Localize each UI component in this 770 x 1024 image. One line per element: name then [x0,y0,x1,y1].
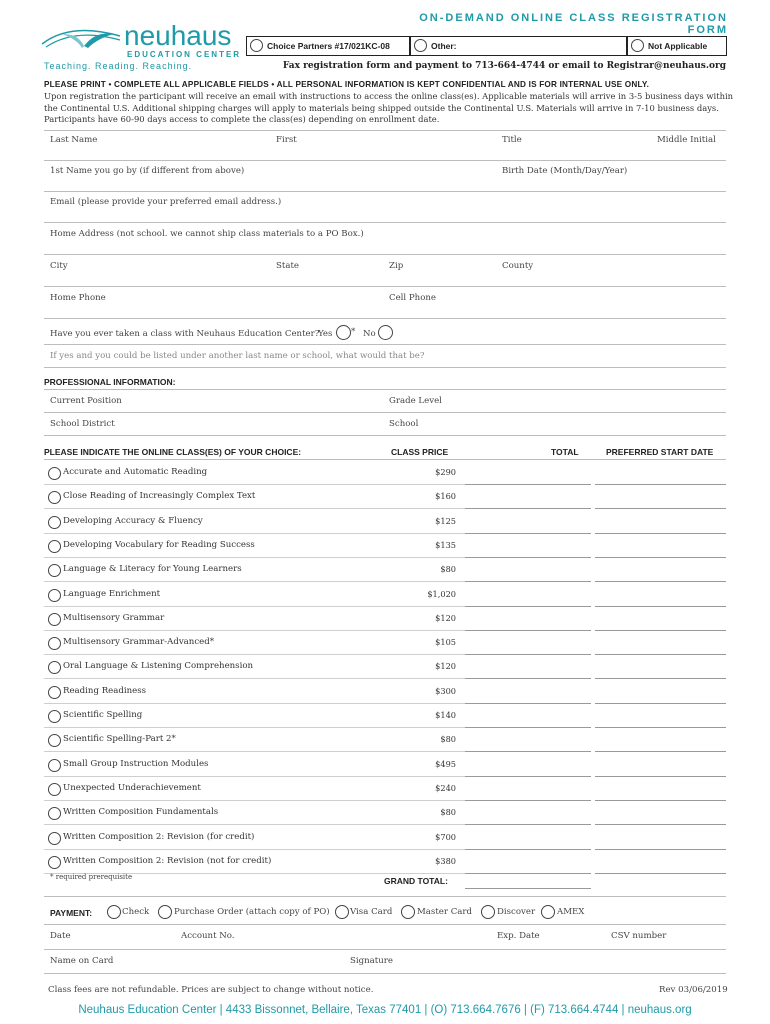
city-field[interactable]: City [50,261,68,271]
radio-mastercard[interactable] [401,905,415,919]
payment-label: PAYMENT: [50,908,93,918]
refund-policy: Class fees are not refundable. Prices are subject to change without notice. [48,985,374,995]
preferred-start-date-field[interactable] [595,535,726,558]
total-field[interactable] [465,705,591,728]
divider [44,367,726,368]
prereq-note: * required prerequisite [50,873,133,881]
total-field[interactable] [465,754,591,777]
class-select-radio[interactable] [48,637,61,650]
payment-option: AMEX [557,907,585,917]
payment-option: Check [122,907,150,917]
class-price: $160 [435,491,456,502]
preferred-start-date-field[interactable] [595,656,726,679]
class-row[interactable] [44,608,726,632]
class-row[interactable] [44,632,726,656]
class-price: $240 [435,782,456,793]
divider [44,412,726,413]
radio-purchase-order[interactable] [158,905,172,919]
zip-field[interactable]: Zip [389,261,404,271]
class-select-radio[interactable] [48,491,61,504]
row-divider [44,751,465,752]
class-name: Language & Literacy for Young Learners [63,564,242,575]
grade-level-field[interactable]: Grade Level [389,396,442,406]
class-name: Written Composition 2: Revision (not for credit) [63,855,272,866]
divider [44,222,726,223]
first-name-field[interactable]: First [276,135,297,145]
divider [44,254,726,255]
preferred-start-date-field[interactable] [595,705,726,728]
signature-field[interactable]: Signature [350,956,393,966]
radio-choice-partners[interactable] [250,39,263,52]
class-row[interactable] [44,535,726,559]
class-name: Scientific Spelling [63,710,143,720]
row-divider [44,630,465,631]
divider [44,459,726,460]
divider [44,924,726,925]
class-select-radio[interactable] [48,832,61,845]
home-phone-field[interactable]: Home Phone [50,293,106,303]
class-row[interactable] [44,656,726,680]
name-on-card-field[interactable]: Name on Card [50,956,114,966]
revision-date: Rev 03/06/2019 [659,985,728,995]
row-divider [44,557,465,558]
class-price: $1,020 [427,588,456,599]
yes-asterisk: * [351,327,356,337]
option-choice-partners[interactable] [246,36,410,56]
class-name: Multisensory Grammar [63,612,165,623]
preferred-start-date-field[interactable] [595,511,726,534]
class-select-radio[interactable] [48,661,61,674]
option-label: Choice Partners #17/021KC-08 [267,41,390,51]
class-price: $80 [440,734,456,745]
class-name: Close Reading of Increasingly Complex Text [63,491,256,502]
row-divider [44,703,465,704]
class-price: $290 [435,467,456,477]
notice-heading: PLEASE PRINT • COMPLETE ALL APPLICABLE FIELDS • ALL PERSONAL INFORMATION IS KEPT CONFIDENTIAL AND IS FOR INTERNAL USE ONLY. [44,80,650,89]
class-price: $300 [435,685,456,696]
preferred-start-date-field[interactable] [595,681,726,704]
class-select-radio[interactable] [48,710,61,723]
preferred-start-date-field[interactable] [595,778,726,801]
total-field[interactable] [465,729,591,752]
csv-number-field[interactable]: CSV number [611,931,667,941]
row-divider [44,800,465,801]
class-select-radio[interactable] [48,856,61,869]
class-select-radio[interactable] [48,783,61,796]
divider [44,344,726,345]
total-field[interactable] [465,559,591,582]
class-name: Developing Vocabulary for Reading Success [63,539,255,550]
class-select-radio[interactable] [48,540,61,553]
row-divider [44,824,465,825]
class-price: $120 [435,661,456,672]
class-row[interactable] [44,851,726,875]
divider [44,130,726,131]
radio-discover[interactable] [481,905,495,919]
class-price: $80 [440,807,456,818]
preferred-start-date-field[interactable] [595,462,726,485]
account-number-field[interactable]: Account No. [181,931,235,941]
option-label: Other: [431,41,457,51]
exp-date-field[interactable]: Exp. Date [497,931,540,941]
total-field[interactable] [465,827,591,850]
county-field[interactable]: County [502,261,534,271]
cell-phone-field[interactable]: Cell Phone [389,293,437,303]
row-divider [44,849,465,850]
payment-option: Visa Card [350,907,393,917]
class-select-radio[interactable] [48,564,61,577]
class-row[interactable] [44,754,726,778]
divider [44,896,726,897]
total-field[interactable] [465,462,591,485]
class-name: Small Group Instruction Modules [63,758,209,769]
class-row[interactable] [44,462,726,486]
logo-book-icon [40,22,122,52]
radio-not-applicable[interactable] [631,39,644,52]
row-divider [44,727,465,728]
radio-amex[interactable] [541,905,555,919]
divider [44,318,726,319]
preferred-start-date-field[interactable] [595,851,726,874]
other-name-field[interactable]: If yes and you could be listed under another last name or school, what would that be? [50,351,425,361]
preferred-start-date-field[interactable] [595,608,726,631]
payment-option: Discover [497,907,536,917]
class-select-radio[interactable] [48,589,61,602]
class-select-radio[interactable] [48,807,61,820]
total-field[interactable] [465,656,591,679]
class-row[interactable] [44,511,726,535]
birth-date-field[interactable]: Birth Date (Month/Day/Year) [502,166,628,176]
col-preferred-start: PREFERRED START DATE [606,447,714,457]
row-divider [44,484,465,485]
class-name: Developing Accuracy & Fluency [63,515,203,526]
logo-subtitle: EDUCATION CENTER [127,50,242,59]
row-divider [44,508,465,509]
class-row[interactable] [44,559,726,583]
radio-no[interactable] [378,325,393,340]
grand-total-field[interactable] [465,866,591,889]
yes-label: Yes [318,329,333,339]
class-select-radio[interactable] [48,467,61,480]
title-field[interactable]: Title [502,135,522,145]
class-row[interactable] [44,827,726,851]
home-address-field[interactable]: Home Address (not school. we cannot ship class materials to a PO Box.) [50,229,364,239]
row-divider [44,533,465,534]
total-field[interactable] [465,681,591,704]
footer-contact: Neuhaus Education Center | 4433 Bissonnet, Bellaire, Texas 77401 | (O) 713.664.7676 | (F) 713.664.4744 | neuhaus.org [78,1004,692,1016]
fax-instructions: Fax registration form and payment to 713-664-4744 or email to Registrar@neuhaus.org [282,61,726,71]
preferred-start-date-field[interactable] [595,486,726,509]
row-divider [44,581,465,582]
class-price: $140 [435,710,456,720]
current-position-field[interactable]: Current Position [50,396,122,406]
class-row[interactable] [44,486,726,510]
divider [44,286,726,287]
class-select-radio[interactable] [48,516,61,529]
col-class-price: CLASS PRICE [391,447,449,457]
class-name: Reading Readiness [63,685,147,696]
divider [44,435,726,436]
class-name: Language Enrichment [63,588,161,599]
logo-wordmark: neuhaus [124,20,232,51]
preferred-start-date-field[interactable] [595,584,726,607]
total-field[interactable] [465,632,591,655]
email-field[interactable]: Email (please provide your preferred email address.) [50,197,282,207]
radio-visa[interactable] [335,905,349,919]
class-name: Accurate and Automatic Reading [63,467,208,477]
total-field[interactable] [465,778,591,801]
nickname-field[interactable]: 1st Name you go by (if different from above) [50,166,245,176]
radio-check[interactable] [107,905,121,919]
class-select-radio[interactable] [48,759,61,772]
professional-heading: PROFESSIONAL INFORMATION: [44,377,176,387]
class-name: Written Composition 2: Revision (for credit) [63,831,255,842]
tagline: Teaching. Reading. Reaching. [44,61,193,71]
total-field[interactable] [465,511,591,534]
class-price: $125 [435,515,456,526]
prior-class-question: Have you ever taken a class with Neuhaus Education Center? [50,329,320,339]
divider [44,949,726,950]
divider [44,191,726,192]
class-row[interactable] [44,778,726,802]
class-select-radio[interactable] [48,613,61,626]
option-not-applicable[interactable] [627,36,727,56]
row-divider [44,678,465,679]
class-row[interactable] [44,681,726,705]
class-name: Scientific Spelling-Part 2* [63,734,176,745]
class-price: $380 [435,855,456,866]
divider [44,973,726,974]
preferred-start-date-field[interactable] [595,802,726,825]
preferred-start-date-field[interactable] [595,559,726,582]
total-field[interactable] [465,584,591,607]
state-field[interactable]: State [276,261,300,271]
class-name: Unexpected Underachievement [63,782,201,793]
row-divider [44,776,465,777]
class-select-radio[interactable] [48,734,61,747]
option-label: Not Applicable [648,41,708,51]
col-total: TOTAL [551,447,579,457]
row-divider [44,606,465,607]
option-other[interactable] [410,36,627,56]
class-row[interactable] [44,729,726,753]
payment-option: Master Card [417,907,473,917]
divider [44,160,726,161]
last-name-field[interactable]: Last Name [50,135,98,145]
notice-body: Upon registration the participant will receive an email with instructions to access the online class(es). Applicable materials will arrive in 3-5 business days within the Continental U.S. Additional shipping charges will apply to materials being shipped outside the Continental U.S. Materials will arrive in 7-10 business days. Participants have 60-90 days access to complete the class(es) depending on enrollment date. [44,91,734,124]
total-field[interactable] [465,486,591,509]
class-name: Multisensory Grammar-Advanced* [63,637,215,648]
class-name: Written Composition Fundamentals [63,807,219,818]
classes-heading: PLEASE INDICATE THE ONLINE CLASS(ES) OF YOUR CHOICE: [44,447,302,457]
total-field[interactable] [465,608,591,631]
class-price: $80 [440,564,456,575]
payment-date-field[interactable]: Date [50,931,71,941]
class-row[interactable] [44,584,726,608]
radio-other[interactable] [414,39,427,52]
school-district-field[interactable]: School District [50,419,115,429]
class-row[interactable] [44,705,726,729]
class-price: $135 [435,539,456,550]
row-divider [44,654,465,655]
total-field[interactable] [465,802,591,825]
school-field[interactable]: School [389,419,419,429]
class-name: Oral Language & Listening Comprehension [63,661,254,672]
preferred-start-date-field[interactable] [595,827,726,850]
class-price: $700 [435,831,456,842]
total-field[interactable] [465,535,591,558]
divider [44,389,726,390]
class-price: $495 [435,758,456,769]
preferred-start-date-field[interactable] [595,632,726,655]
preferred-start-date-field[interactable] [595,729,726,752]
no-label: No [363,329,376,339]
class-row[interactable] [44,802,726,826]
payment-option: Purchase Order (attach copy of PO) [174,907,330,917]
class-price: $120 [435,612,456,623]
class-select-radio[interactable] [48,686,61,699]
grand-total-label: GRAND TOTAL: [384,876,448,886]
middle-initial-field[interactable]: Middle Initial [657,135,716,145]
class-price: $105 [435,637,456,648]
form-title: ON-DEMAND ONLINE CLASS REGISTRATION FORM [419,12,728,36]
radio-yes[interactable] [336,325,351,340]
preferred-start-date-field[interactable] [595,754,726,777]
